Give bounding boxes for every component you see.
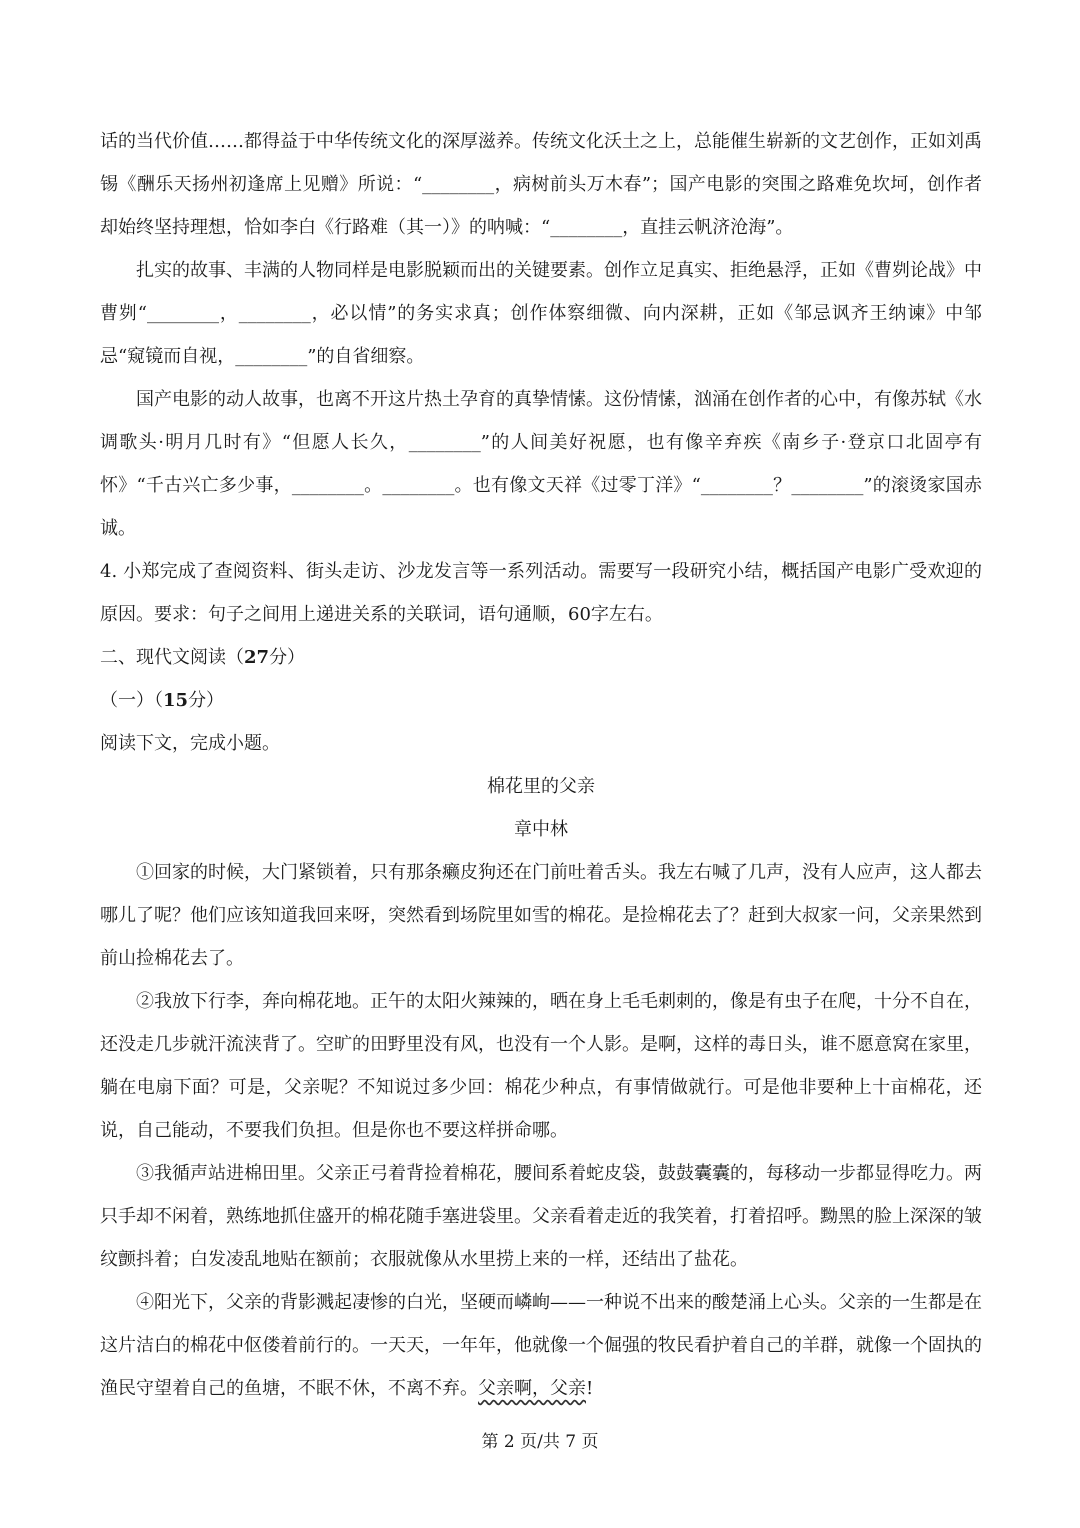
question-4: 4. 小郑完成了查阅资料、街头走访、沙龙发言等一系列活动。需要写一段研究小结，概括国产电影广受欢迎的原因。要求：句子之间用上递进关系的关联词，语句通顺，60字左右。 (100, 561, 982, 625)
subsection-title-score: 15 (163, 690, 189, 711)
wavy-underlined-phrase: 父亲啊，父亲 (478, 1378, 586, 1399)
section1-paragraph-1: 话的当代价值……都得益于中华传统文化的深厚滋养。传统文化沃土之上，总能催生崭新的文艺创作，正如刘禹锡《酬乐天扬州初逢席上见赠》所说：“________，病树前头万木春”；国产电影的突围之路难免坎坷，创作者却始终坚持理想，恰如李白《行路难（其一）》的呐喊：“________，直挂云帆济沧海”。 (100, 131, 982, 238)
subsection-title (100, 679, 982, 722)
article-paragraph-2: ②我放下行李，奔向棉花地。正午的太阳火辣辣的，晒在身上毛毛刺刺的，像是有虫子在爬，十分不自在，还没走几步就汗流浃背了。空旷的田野里没有风，也没有一个人影。是啊，这样的毒日头，谁不愿意窝在家里，躺在电扇下面？可是，父亲呢？不知说过多少回：棉花少种点，有事情做就行。可是他非要种上十亩棉花，还说，自己能动，不要我们负担。但是你也不要这样拼命哪。 (100, 991, 982, 1141)
page-footer: 第 2 页/共 7 页 (481, 1432, 599, 1452)
section2-title-prefix: 二、现代文阅读（ (100, 647, 244, 668)
section1-paragraph-3: 国产电影的动人故事，也离不开这片热土孕育的真挚情愫。这份情愫，汹涌在创作者的心中，有像苏轼《水调歌头·明月几时有》“但愿人长久，________”的人间美好祝愿，也有像辛弃疾《南乡子·登京口北固亭有怀》“千古兴亡多少事，________。________。也有像文天祥《过零丁洋》“________？________”的滚烫家国赤诚。 (100, 389, 982, 539)
section1-paragraph-2: 扎实的故事、丰满的人物同样是电影脱颖而出的关键要素。创作立足真实、拒绝悬浮，正如《曹刿论战》中曹刿“________，________，必以情”的务实求真；创作体察细微、向内深耕，正如《邹忌讽齐王纳谏》中邹忌“窥镜而自视，________”的自省细察。 (100, 260, 982, 367)
article-paragraph-4-end: ! (586, 1378, 594, 1399)
subsection-title-suffix: 分） (188, 690, 225, 711)
section2-title (100, 636, 982, 679)
article-paragraph-1: ①回家的时候，大门紧锁着，只有那条癞皮狗还在门前吐着舌头。我左右喊了几声，没有人应声，这人都去哪儿了呢？他们应该知道我回来呀，突然看到场院里如雪的棉花。是捡棉花去了？赶到大叔家一问，父亲果然到前山捡棉花去了。 (100, 862, 982, 969)
section2-title-suffix: 分） (269, 647, 306, 668)
article-paragraph-4 (100, 1281, 982, 1410)
subsection-title-prefix: （一）（ (100, 690, 163, 711)
article-title: 棉花里的父亲 (487, 776, 595, 797)
article-paragraph-4-main: ④阳光下，父亲的背影溅起凄惨的白光，坚硬而嶙峋——一种说不出来的酸楚涌上心头。父亲的一生都是在这片洁白的棉花中伛偻着前行的。一天天，一年年，他就像一个倔强的牧民看护着自己的羊群，就像一个固执的渔民守望着自己的鱼塘，不眠不休，不离不弃。 (100, 1292, 982, 1399)
section2-title-score: 27 (244, 647, 270, 668)
page-content (100, 120, 982, 1410)
article-author: 章中林 (514, 819, 568, 840)
reading-instruction: 阅读下文，完成小题。 (100, 733, 280, 754)
article-paragraph-3: ③我循声站进棉田里。父亲正弓着背捡着棉花，腰间系着蛇皮袋，鼓鼓囊囊的，每移动一步都显得吃力。两只手却不闲着，熟练地抓住盛开的棉花随手塞进袋里。父亲看着走近的我笑着，打着招呼。黝黑的脸上深深的皱纹颤抖着；白发凌乱地贴在额前；衣服就像从水里捞上来的一样，还结出了盐花。 (100, 1163, 982, 1270)
